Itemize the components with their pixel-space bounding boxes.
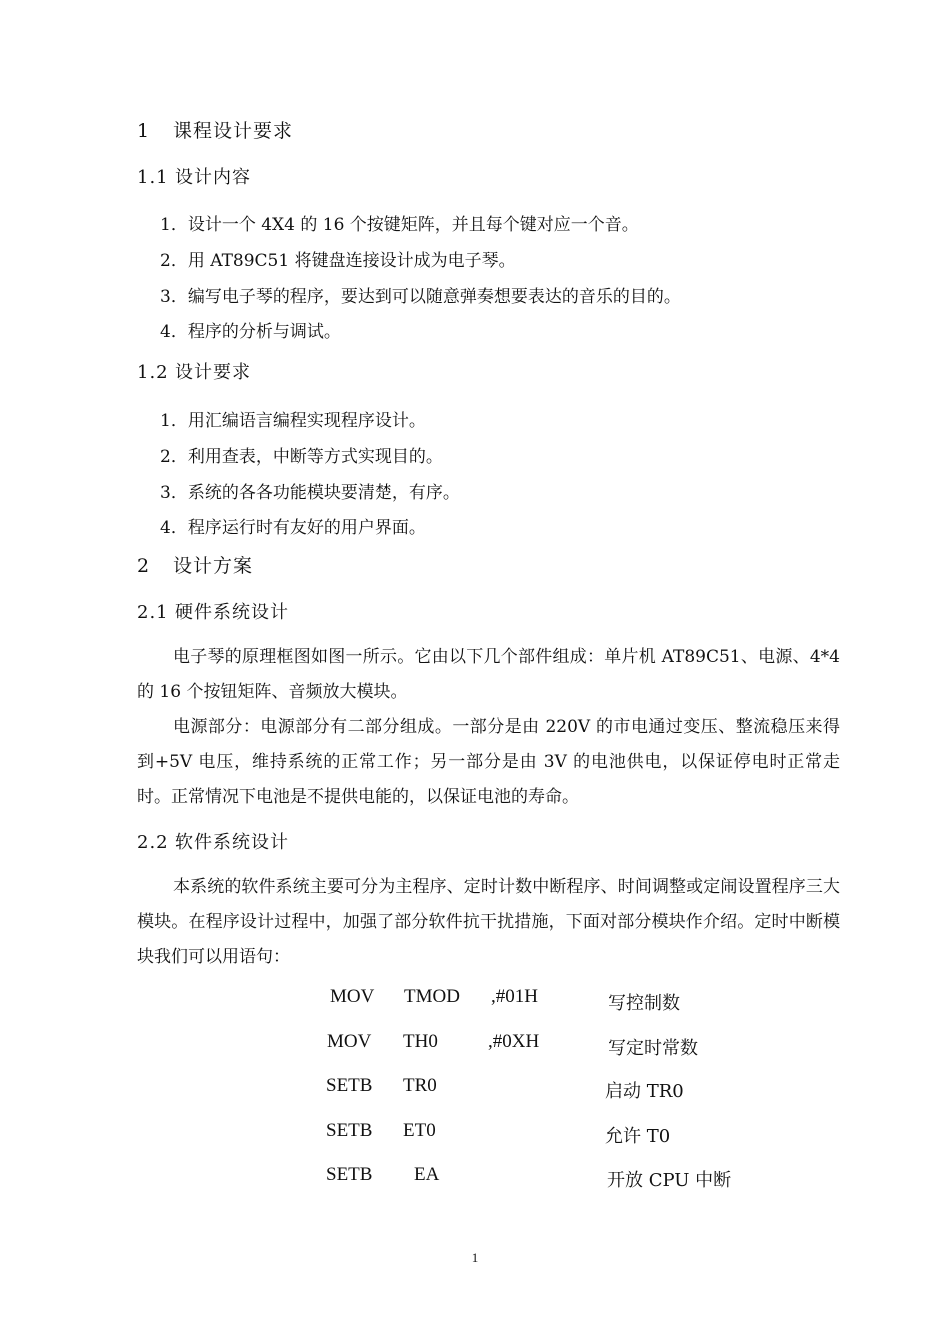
hardware-paragraph-1: 电子琴的原理框图如图一所示。它由以下几个部件组成：单片机 AT89C51、电源、4*4 的 16 个按钮矩阵、音频放大模块。 — [137, 647, 840, 702]
section-number: 1.1 — [137, 167, 169, 188]
section-number: 2 — [137, 555, 151, 577]
requirement-item-4: 4．程序运行时有友好的用户界面。 — [160, 518, 426, 538]
section-title: 设计要求 — [175, 362, 251, 383]
section-number: 1 — [137, 120, 151, 142]
requirement-item-3: 3．系统的各各功能模块要清楚，有序。 — [160, 483, 460, 503]
code-op: SETB — [326, 1075, 373, 1096]
code-op: MOV — [330, 986, 375, 1007]
content-item-1: 1．设计一个 4X4 的 16 个按键矩阵，并且每个键对应一个音。 — [160, 215, 639, 235]
code-comment: 写控制数 — [608, 993, 680, 1014]
software-paragraph: 本系统的软件系统主要可分为主程序、定时计数中断程序、时间调整或定闹设置程序三大模块。在程序设计过程中，加强了部分软件抗干扰措施，下面对部分模块作介绍。定时中断模块我们可以用语句： — [137, 877, 840, 967]
section-number: 1.2 — [137, 362, 169, 383]
code-arg1: TR0 — [403, 1075, 437, 1096]
section-title: 课程设计要求 — [173, 120, 294, 142]
section-heading-2-2 — [137, 828, 289, 854]
content-item-3: 3．编写电子琴的程序，要达到可以随意弹奏想要表达的音乐的目的。 — [160, 287, 681, 307]
page-number: 1 — [471, 1250, 479, 1265]
code-comment: 写定时常数 — [608, 1038, 698, 1059]
code-arg2: ,#01H — [491, 986, 538, 1007]
code-arg2: ,#0XH — [488, 1031, 540, 1052]
section-title: 设计内容 — [175, 167, 251, 188]
content-item-4: 4．程序的分析与调试。 — [160, 322, 341, 342]
section-title: 设计方案 — [173, 555, 254, 577]
section-heading-1-2 — [137, 358, 251, 384]
code-comment: 允许 T0 — [605, 1126, 671, 1147]
section-number: 2.1 — [137, 602, 169, 623]
code-op: MOV — [327, 1031, 372, 1052]
requirement-item-2: 2．利用查表，中断等方式实现目的。 — [160, 447, 443, 467]
section-heading-1 — [137, 116, 293, 143]
code-op: SETB — [326, 1164, 373, 1185]
code-arg1: TH0 — [403, 1031, 438, 1052]
code-arg1: TMOD — [404, 986, 460, 1007]
content-item-2: 2．用 AT89C51 将键盘连接设计成为电子琴。 — [160, 251, 516, 271]
requirement-item-1: 1．用汇编语言编程实现程序设计。 — [160, 411, 426, 431]
section-number: 2.2 — [137, 832, 169, 853]
code-comment: 开放 CPU 中断 — [607, 1170, 732, 1191]
section-heading-2 — [137, 551, 253, 578]
section-title: 硬件系统设计 — [175, 602, 289, 623]
section-title: 软件系统设计 — [175, 832, 289, 853]
hardware-paragraph-2: 电源部分：电源部分有二部分组成。一部分是由 220V 的市电通过变压、整流稳压来得到+5V 电压，维持系统的正常工作；另一部分是由 3V 的电池供电，以保证停电时正常走时。正常情况下电池是不提供电能的，以保证电池的寿命。 — [137, 717, 840, 807]
code-comment: 启动 TR0 — [605, 1081, 684, 1102]
section-heading-1-1 — [137, 163, 251, 189]
code-arg1: ET0 — [403, 1120, 436, 1141]
code-arg1: EA — [414, 1164, 440, 1185]
code-op: SETB — [326, 1120, 373, 1141]
section-heading-2-1 — [137, 598, 289, 624]
